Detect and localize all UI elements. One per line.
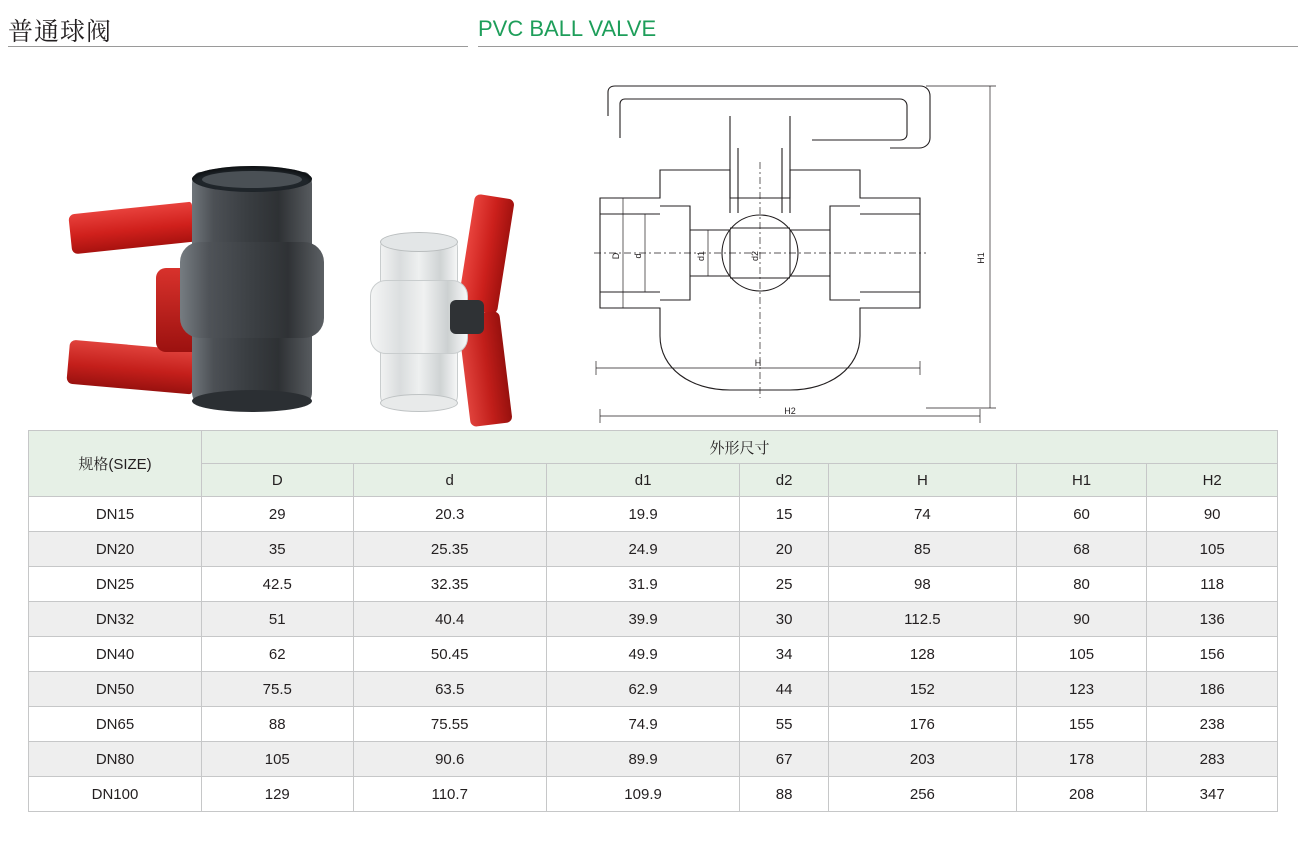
cell-H1: 60: [1016, 497, 1147, 532]
cell-H1: 80: [1016, 567, 1147, 602]
technical-drawing: [590, 78, 1030, 428]
cell-H: 112.5: [828, 602, 1016, 637]
cell-d1: 39.9: [546, 602, 739, 637]
dimension-label-d2: d2: [750, 250, 760, 262]
dimension-label-H2: H2: [784, 406, 796, 416]
cell-D: 42.5: [202, 567, 354, 602]
specification-table: [28, 430, 1278, 812]
cell-D: 29: [202, 497, 354, 532]
cell-H: 74: [828, 497, 1016, 532]
cell-D: 105: [202, 742, 354, 777]
table-row: [29, 742, 1278, 777]
table-head: [29, 431, 1278, 497]
cell-d1: 109.9: [546, 777, 739, 812]
cell-D: 129: [202, 777, 354, 812]
valve-socket-top-inner: [202, 171, 302, 188]
page-title-cn: 普通球阀: [8, 18, 113, 46]
table-header-d2: d2: [740, 464, 829, 497]
table-row: [29, 602, 1278, 637]
table-header-size: 规格(SIZE): [29, 431, 202, 497]
valve-body-bulge: [180, 242, 324, 338]
cell-size: DN20: [29, 532, 202, 567]
page-title-en: PVC BALL VALVE: [478, 16, 657, 41]
clear-valve-socket-top: [380, 232, 458, 252]
cell-D: 35: [202, 532, 354, 567]
cell-H: 152: [828, 672, 1016, 707]
cell-d1: 74.9: [546, 707, 739, 742]
table-row: [29, 707, 1278, 742]
table-header-H1: H1: [1016, 464, 1147, 497]
cell-H2: 283: [1147, 742, 1278, 777]
table-header-d: d: [353, 464, 546, 497]
cell-H2: 118: [1147, 567, 1278, 602]
cell-size: DN50: [29, 672, 202, 707]
cell-H1: 68: [1016, 532, 1147, 567]
cell-size: DN100: [29, 777, 202, 812]
cell-H1: 90: [1016, 602, 1147, 637]
cell-d: 25.35: [353, 532, 546, 567]
cell-d: 75.55: [353, 707, 546, 742]
valve-dimension-drawing-svg: [590, 78, 1030, 428]
header-divider-left: [8, 46, 468, 47]
cell-H2: 186: [1147, 672, 1278, 707]
page-header: [8, 8, 1298, 52]
cell-d2: 34: [740, 637, 829, 672]
dimension-label-H: H: [754, 358, 762, 368]
cell-d2: 30: [740, 602, 829, 637]
table-body: [29, 497, 1278, 812]
valve-handle-upper: [68, 202, 196, 255]
cell-H2: 156: [1147, 637, 1278, 672]
cell-d2: 44: [740, 672, 829, 707]
cell-H1: 123: [1016, 672, 1147, 707]
cell-d2: 88: [740, 777, 829, 812]
table-row: [29, 777, 1278, 812]
cell-d1: 19.9: [546, 497, 739, 532]
header-divider-right: [478, 46, 1298, 47]
dimension-label-H1: H1: [976, 252, 986, 264]
cell-D: 51: [202, 602, 354, 637]
cell-d2: 15: [740, 497, 829, 532]
cell-H2: 347: [1147, 777, 1278, 812]
cell-D: 75.5: [202, 672, 354, 707]
cell-H2: 238: [1147, 707, 1278, 742]
cell-d: 40.4: [353, 602, 546, 637]
table-header-H: H: [828, 464, 1016, 497]
cell-d1: 62.9: [546, 672, 739, 707]
cell-d: 90.6: [353, 742, 546, 777]
cell-d1: 24.9: [546, 532, 739, 567]
cell-size: DN15: [29, 497, 202, 532]
cell-H: 203: [828, 742, 1016, 777]
cell-H1: 105: [1016, 637, 1147, 672]
cell-size: DN32: [29, 602, 202, 637]
cell-d: 110.7: [353, 777, 546, 812]
cell-H1: 178: [1016, 742, 1147, 777]
table-row: [29, 637, 1278, 672]
cell-H2: 90: [1147, 497, 1278, 532]
table-header-D: D: [202, 464, 354, 497]
cell-H: 128: [828, 637, 1016, 672]
cell-H1: 208: [1016, 777, 1147, 812]
cell-H1: 155: [1016, 707, 1147, 742]
cell-size: DN25: [29, 567, 202, 602]
table-header-group-dimensions: 外形尺寸: [202, 431, 1278, 464]
table-row: [29, 532, 1278, 567]
cell-H: 256: [828, 777, 1016, 812]
cell-D: 62: [202, 637, 354, 672]
product-photo-gray-valve: [100, 150, 350, 410]
cell-size: DN80: [29, 742, 202, 777]
clear-valve-socket-bottom: [380, 394, 458, 412]
cell-d1: 89.9: [546, 742, 739, 777]
cell-H2: 136: [1147, 602, 1278, 637]
cell-d1: 31.9: [546, 567, 739, 602]
dimension-label-d1: d1: [696, 250, 706, 262]
table-row: [29, 672, 1278, 707]
cell-d: 50.45: [353, 637, 546, 672]
cell-size: DN65: [29, 707, 202, 742]
table-header-d1: d1: [546, 464, 739, 497]
cell-d2: 20: [740, 532, 829, 567]
dimension-label-d: d: [633, 253, 643, 259]
product-photo-group: [60, 90, 540, 420]
cell-d: 63.5: [353, 672, 546, 707]
cell-H: 85: [828, 532, 1016, 567]
cell-d2: 67: [740, 742, 829, 777]
cell-H2: 105: [1147, 532, 1278, 567]
cell-d: 20.3: [353, 497, 546, 532]
dimension-label-D: D: [611, 252, 621, 260]
cell-size: DN40: [29, 637, 202, 672]
table-header-H2: H2: [1147, 464, 1278, 497]
cell-d2: 25: [740, 567, 829, 602]
table-header-row-columns: [29, 464, 1278, 497]
cell-H: 98: [828, 567, 1016, 602]
cell-D: 88: [202, 707, 354, 742]
valve-socket-bottom: [192, 390, 312, 412]
table-row: [29, 497, 1278, 532]
table-header-row-group: [29, 431, 1278, 464]
product-photo-clear-valve: [330, 218, 530, 413]
table-row: [29, 567, 1278, 602]
cell-d: 32.35: [353, 567, 546, 602]
clear-valve-stem: [450, 300, 484, 334]
cell-d1: 49.9: [546, 637, 739, 672]
cell-d2: 55: [740, 707, 829, 742]
cell-H: 176: [828, 707, 1016, 742]
